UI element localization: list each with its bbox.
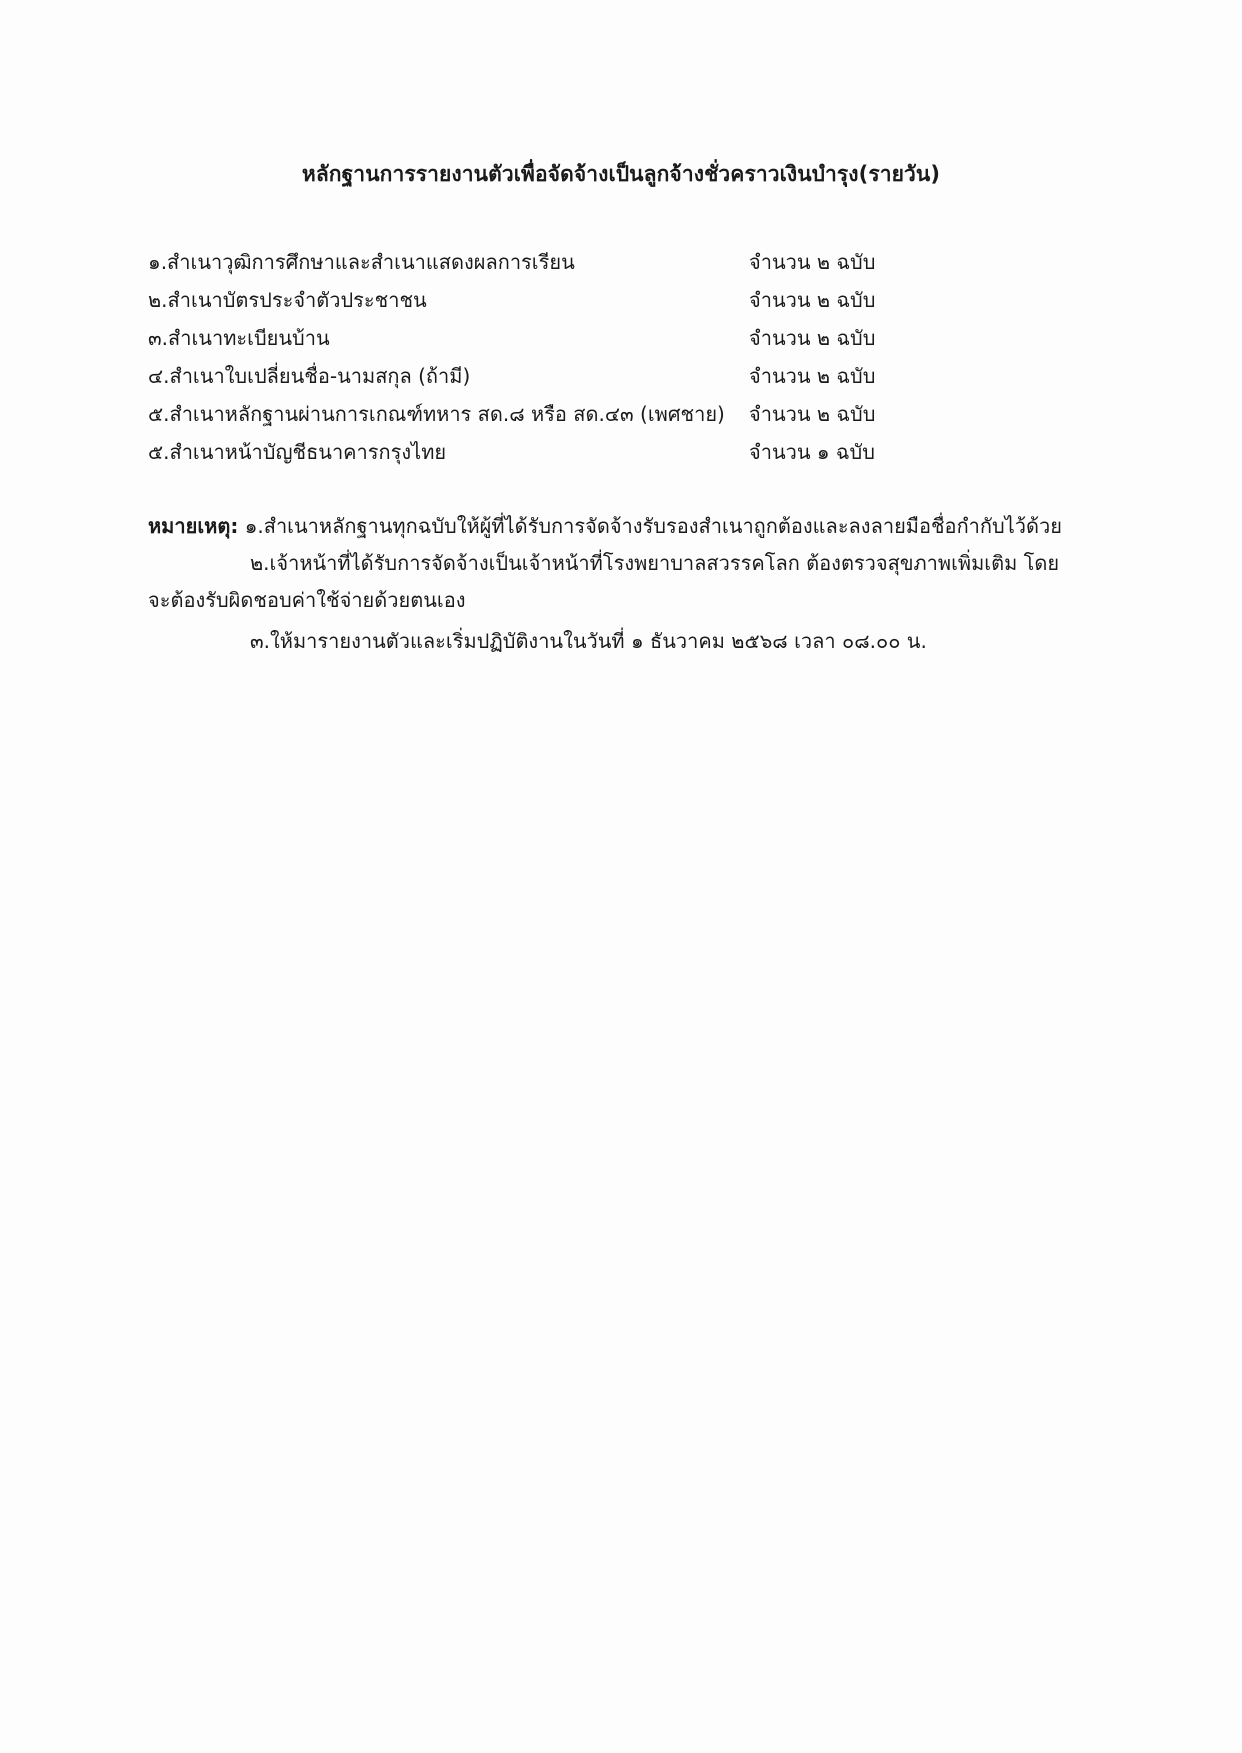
- list-item: [148, 437, 908, 475]
- document-item-name: ๔.สำเนาใบเปลี่ยนชื่อ-นามสกุล (ถ้ามี): [148, 364, 471, 388]
- required-documents-list: [148, 247, 908, 475]
- note-1-line: [148, 511, 1062, 541]
- document-item-quantity: จำนวน ๑ ฉบับ: [749, 440, 875, 464]
- document-item-name: ๕.สำเนาหน้าบัญชีธนาคารกรุงไทย: [148, 440, 447, 464]
- note-3-line: ๓.ให้มารายงานตัวและเริ่มปฏิบัติงานในวันที่ ๑ ธันวาคม ๒๕๖๘ เวลา ๐๘.๐๐ น.: [250, 629, 927, 653]
- list-item: [148, 323, 908, 361]
- list-item: [148, 247, 908, 285]
- note-2-line-1: ๒.เจ้าหน้าที่ได้รับการจัดจ้างเป็นเจ้าหน้าที่โรงพยาบาลสวรรคโลก ต้องตรวจสุขภาพเพิ่มเติม โดย: [250, 551, 1060, 575]
- note-1-text: ๑.สำเนาหลักฐานทุกฉบับให้ผู้ที่ได้รับการจัดจ้างรับรองสำเนาถูกต้องและลงลายมือชื่อกำกับไว้ด้วย: [244, 514, 1062, 538]
- note-2-line-2: จะต้องรับผิดชอบค่าใช้จ่ายด้วยตนเอง: [148, 588, 466, 612]
- list-item: [148, 285, 908, 323]
- document-item-quantity: จำนวน ๒ ฉบับ: [749, 364, 876, 388]
- document-item-quantity: จำนวน ๒ ฉบับ: [749, 326, 876, 350]
- document-item-quantity: จำนวน ๒ ฉบับ: [749, 288, 876, 312]
- document-item-quantity: จำนวน ๒ ฉบับ: [749, 250, 876, 274]
- notes-label: หมายเหตุ:: [148, 514, 239, 538]
- list-item: [148, 399, 908, 437]
- document-item-name: ๓.สำเนาทะเบียนบ้าน: [148, 326, 330, 350]
- document-title: หลักฐานการรายงานตัวเพื่อจัดจ้างเป็นลูกจ้างชั่วคราวเงินบำรุง(รายวัน): [301, 162, 941, 186]
- document-item-name: ๑.สำเนาวุฒิการศึกษาและสำเนาแสดงผลการเรียน: [148, 250, 575, 274]
- document-item-quantity: จำนวน ๒ ฉบับ: [749, 402, 876, 426]
- list-item: [148, 361, 908, 399]
- document-item-name: ๕.สำเนาหลักฐานผ่านการเกณฑ์ทหาร สด.๘ หรือ สด.๔๓ (เพศชาย): [148, 402, 725, 426]
- document-item-name: ๒.สำเนาบัตรประจำตัวประชาชน: [148, 288, 427, 312]
